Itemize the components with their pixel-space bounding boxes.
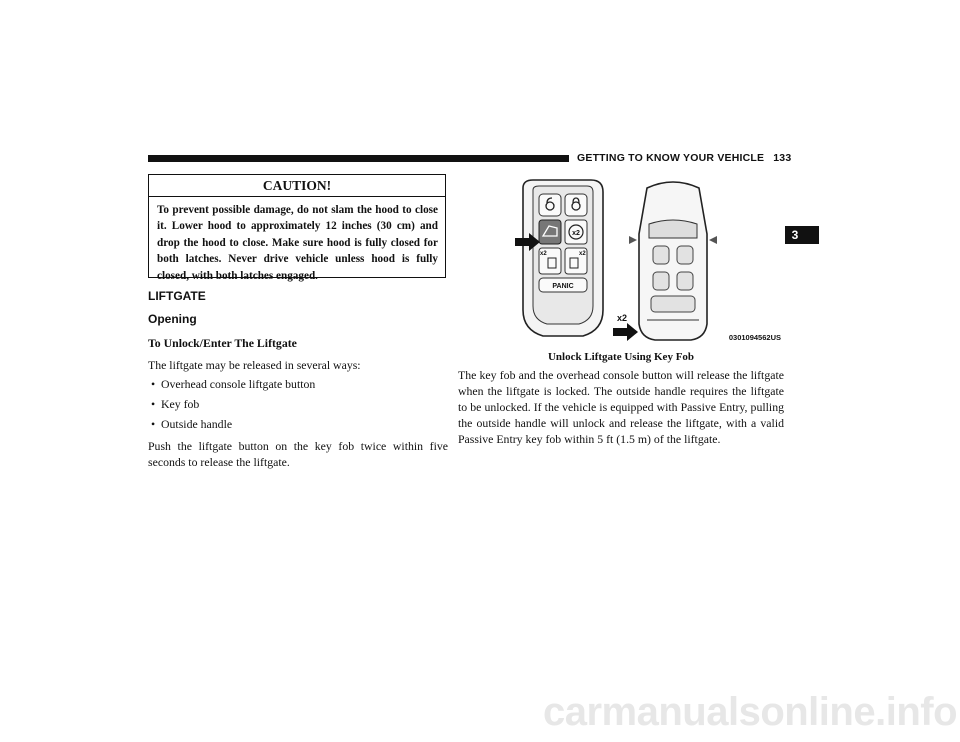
- fob-left-x2-label: x2: [540, 251, 547, 257]
- figure-caption: Unlock Liftgate Using Key Fob: [547, 351, 695, 363]
- caution-body: To prevent possible damage, do not slam the hood to close it. Lower hood to approximately 12 inches (30 cm) and drop the hood to close. Make sure hood is fully closed for both latches. Never drive vehicle unless hood is fully closed, with both latches engaged.: [157, 204, 438, 282]
- release-methods-list: [148, 376, 448, 432]
- header-rule: [148, 155, 569, 162]
- section-heading: LIFTGATE: [148, 289, 206, 303]
- procedure-heading: To Unlock/Enter The Liftgate: [148, 336, 297, 350]
- keyfob-icon: [523, 180, 603, 336]
- keyfob-illustration: [513, 174, 785, 346]
- left-column: [148, 288, 448, 470]
- fob-x2-label: x2: [572, 230, 580, 237]
- list-item: • Outside handle: [148, 416, 448, 432]
- figure-code: 0301094562US: [728, 333, 781, 342]
- page-number: 133: [773, 152, 792, 164]
- list-item: • Key fob: [148, 396, 448, 412]
- caution-box: [148, 174, 446, 282]
- arrow-x2-label: x2: [617, 313, 628, 323]
- chapter-tab: 3: [771, 226, 819, 244]
- intro-text: The liftgate may be released in several ways:: [148, 358, 361, 372]
- caution-title: CAUTION!: [149, 175, 445, 197]
- panic-label: PANIC: [552, 283, 574, 290]
- watermark: carmanualsonline.info: [542, 690, 957, 734]
- section-title: GETTING TO KNOW YOUR VEHICLE: [577, 152, 765, 164]
- fob-right-x2-label: x2: [579, 251, 586, 257]
- running-header: [577, 152, 791, 164]
- subsection-heading: Opening: [148, 312, 197, 326]
- list-item: • Overhead console liftgate button: [148, 376, 448, 392]
- keyfob-instruction: Push the liftgate button on the key fob twice within five seconds to release the liftgate.: [148, 439, 448, 469]
- right-column-text: The key fob and the overhead console button will release the liftgate when the liftgate is locked. The outside handle requires the liftgate to be unlocked. If the vehicle is equipped with Passive Entry, pulling the outside handle will unlock and release the liftgate, with a valid Passive Entry key fob within 5 ft (1.5 m) of the liftgate.: [458, 368, 784, 446]
